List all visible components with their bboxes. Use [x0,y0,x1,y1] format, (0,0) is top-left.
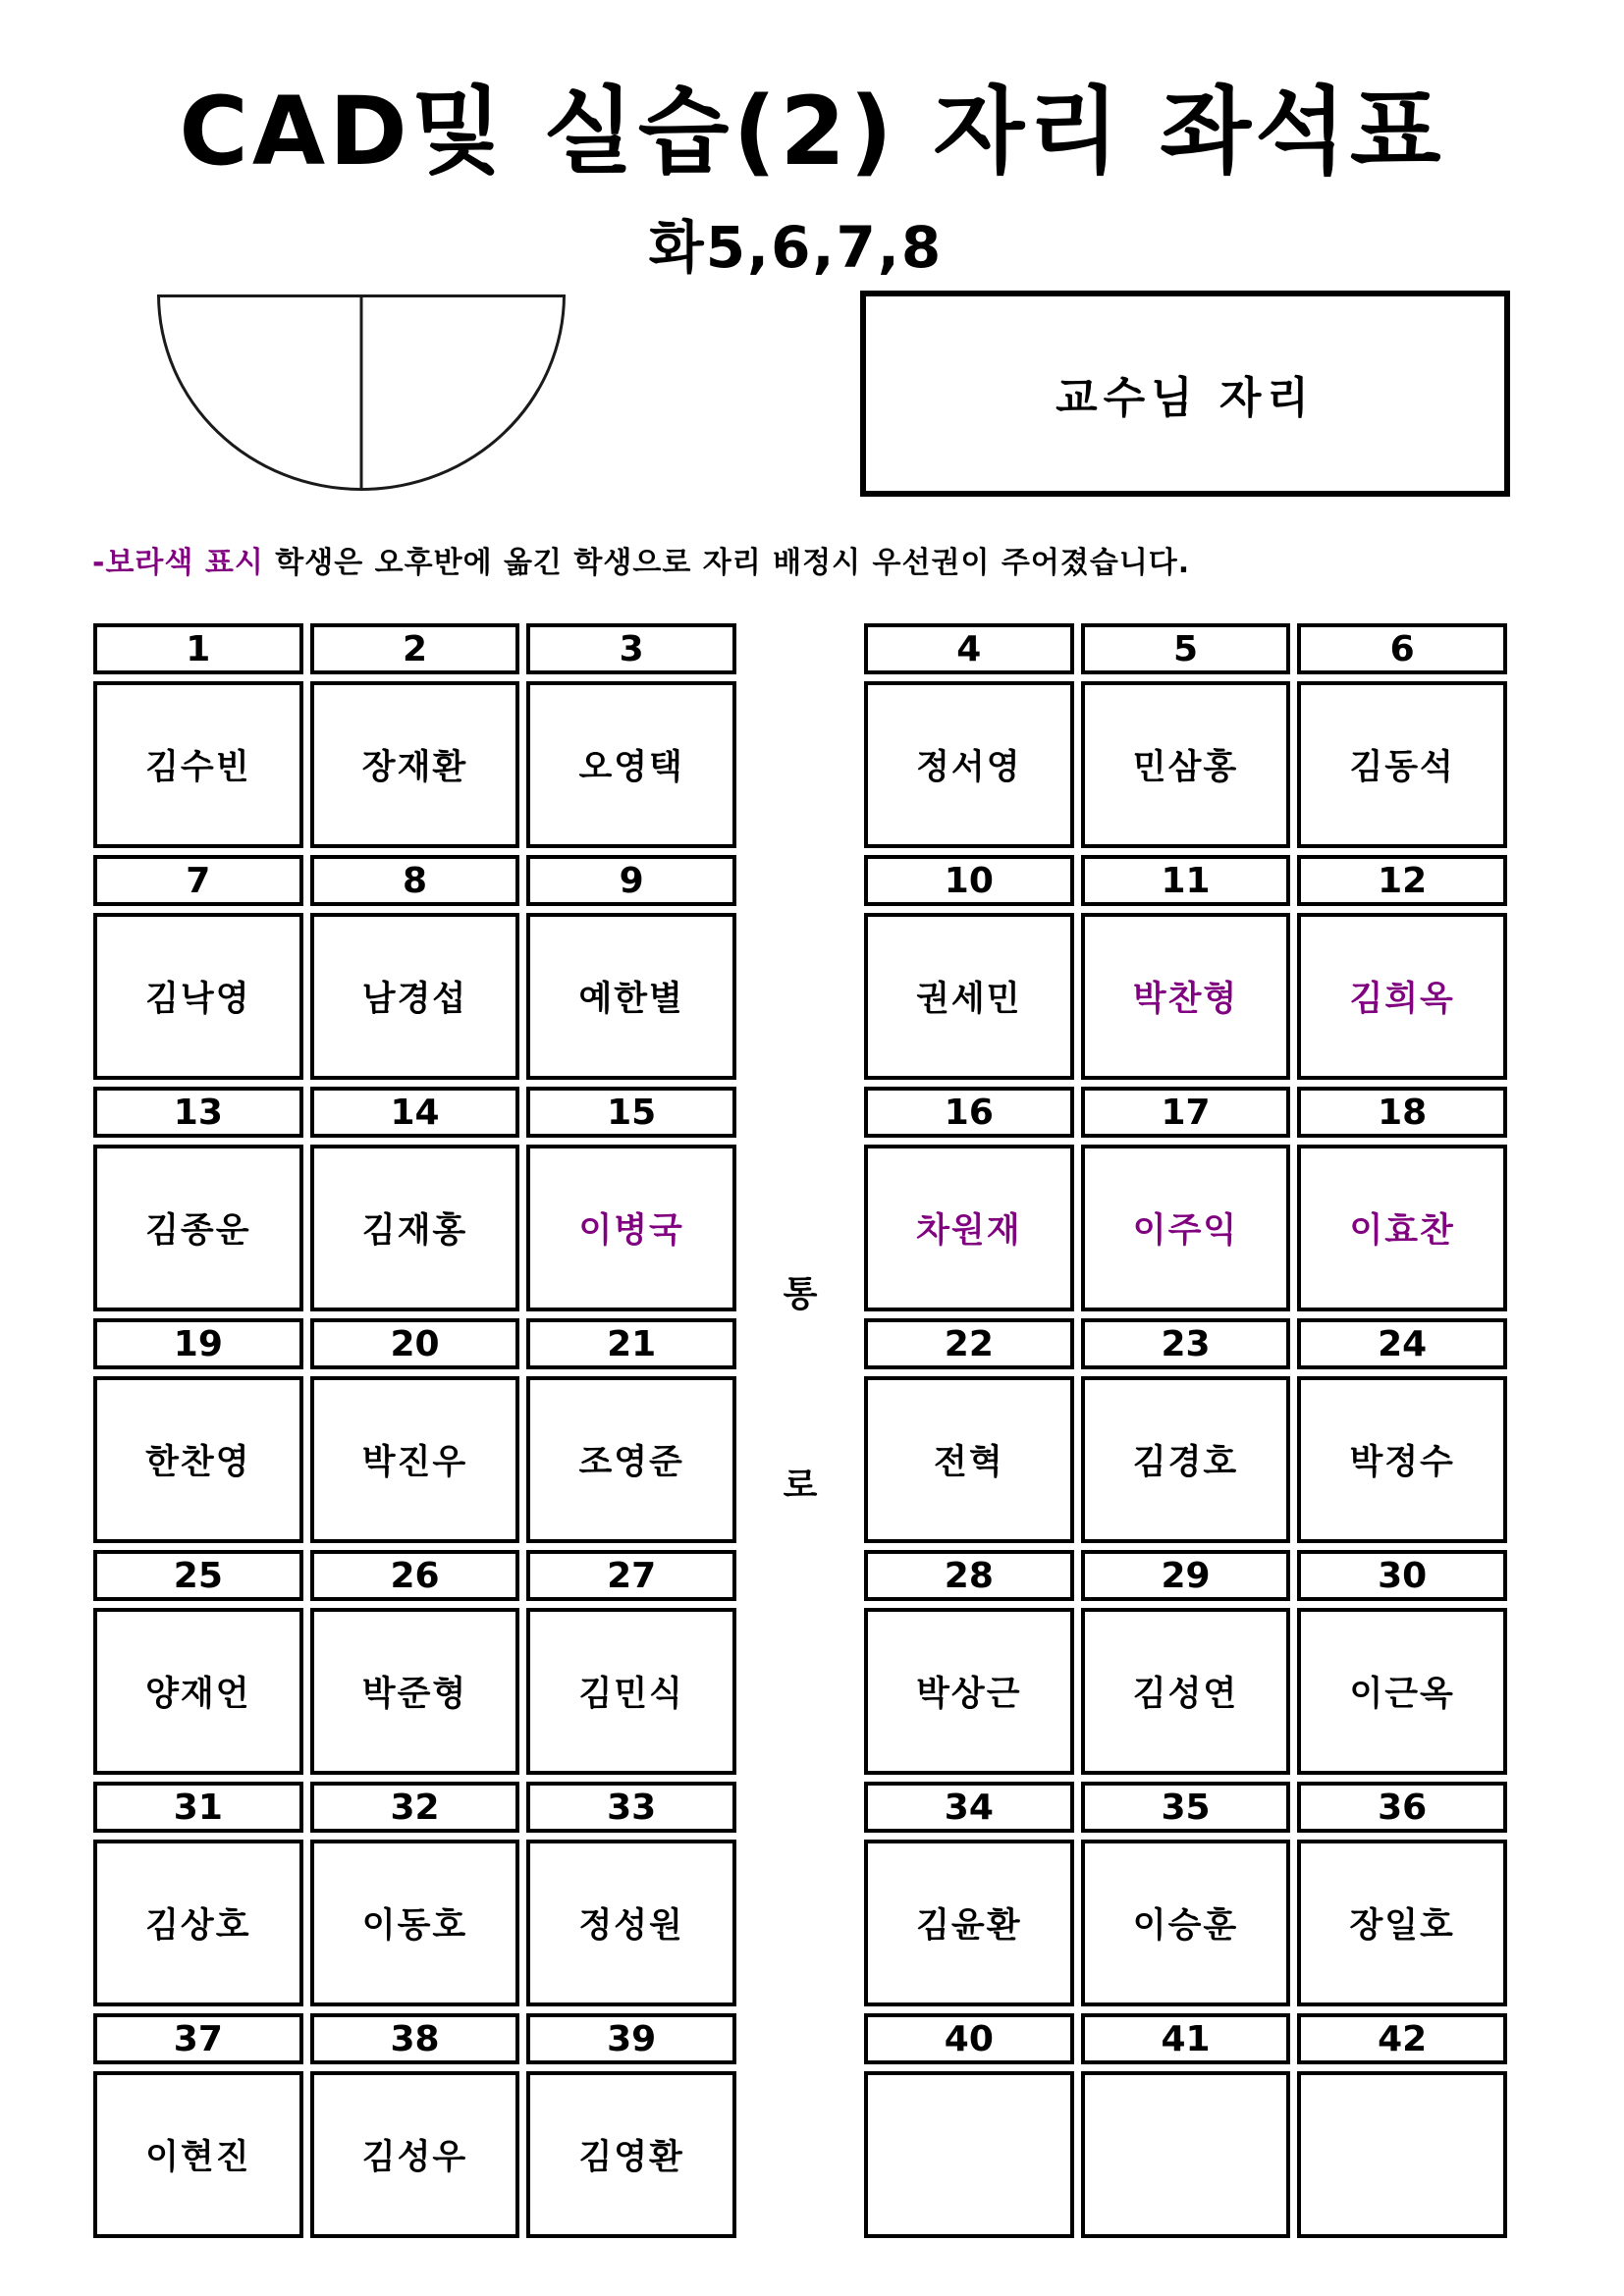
seat-number: 1 [93,623,303,674]
seat-number: 21 [526,1318,736,1369]
seat-number: 39 [526,2013,736,2064]
seat-name: 박준형 [310,1608,520,1775]
seat-number: 14 [310,1087,520,1138]
seat-name [1081,2071,1291,2238]
seat-name: 이승훈 [1081,1840,1291,2006]
seat-name: 김윤환 [864,1840,1074,2006]
seat-name: 전혁 [864,1376,1074,1543]
seat-number: 34 [864,1782,1074,1833]
seat-name: 남경섭 [310,913,520,1080]
seat-name: 오영택 [526,681,736,848]
seat-number: 12 [1297,855,1507,906]
seat-name: 김희옥 [1297,913,1507,1080]
seat-name: 장재환 [310,681,520,848]
seat-name: 박찬형 [1081,913,1291,1080]
seat-name: 차원재 [864,1145,1074,1311]
seat-number: 10 [864,855,1074,906]
podium-divider-line [360,297,363,488]
note-text: 학생은 오후반에 옮긴 학생으로 자리 배정시 우선권이 주어졌습니다. [263,546,1191,580]
aisle-label [736,623,864,2253]
seat-name: 권세민 [864,913,1074,1080]
note-purple-highlight: -보라색 표시 [92,546,264,580]
aisle-char-ro: 로 [783,1466,818,1506]
seat-block-left [93,623,736,2238]
seat-name: 김경호 [1081,1376,1291,1543]
seat-name: 김성우 [310,2071,520,2238]
professor-seat-box [860,291,1510,497]
seat-number: 19 [93,1318,303,1369]
seat-name: 이효찬 [1297,1145,1507,1311]
seat-name: 박정수 [1297,1376,1507,1543]
seat-name: 김종운 [93,1145,303,1311]
seat-name: 한찬영 [93,1376,303,1543]
seat-number: 2 [310,623,520,674]
seat-number: 24 [1297,1318,1507,1369]
seat-name [864,2071,1074,2238]
seat-block-right [864,623,1507,2238]
seat-number: 15 [526,1087,736,1138]
seat-number: 42 [1297,2013,1507,2064]
seat-name: 김성연 [1081,1608,1291,1775]
seat-number: 36 [1297,1782,1507,1833]
seat-name: 김영환 [526,2071,736,2238]
seat-number: 4 [864,623,1074,674]
seat-name: 박진우 [310,1376,520,1543]
seat-name: 예한별 [526,913,736,1080]
seat-number: 23 [1081,1318,1291,1369]
seat-name: 김수빈 [93,681,303,848]
seat-number: 41 [1081,2013,1291,2064]
seat-number: 35 [1081,1782,1291,1833]
seat-name: 김상호 [93,1840,303,2006]
seat-number: 3 [526,623,736,674]
seat-name: 민삼홍 [1081,681,1291,848]
seat-number: 27 [526,1550,736,1601]
aisle-char-tong: 통 [783,1274,818,1314]
seat-number: 16 [864,1087,1074,1138]
seat-number: 7 [93,855,303,906]
seating-grid [93,623,1507,2253]
seat-name: 김민식 [526,1608,736,1775]
seat-number: 32 [310,1782,520,1833]
seat-number: 5 [1081,623,1291,674]
page-title: CAD및 실습(2) 자리 좌석표 [179,77,1445,187]
seat-name: 이동호 [310,1840,520,2006]
seat-number: 25 [93,1550,303,1601]
seat-name: 조영준 [526,1376,736,1543]
seat-number: 38 [310,2013,520,2064]
seat-number: 20 [310,1318,520,1369]
seat-number: 17 [1081,1087,1291,1138]
seat-number: 18 [1297,1087,1507,1138]
seat-number: 31 [93,1782,303,1833]
page-subtitle: 화5,6,7,8 [648,214,944,281]
seat-number: 28 [864,1550,1074,1601]
seat-number: 33 [526,1782,736,1833]
seat-number: 13 [93,1087,303,1138]
seat-name: 이현진 [93,2071,303,2238]
seat-number: 29 [1081,1550,1291,1601]
seat-name: 이병국 [526,1145,736,1311]
seat-number: 37 [93,2013,303,2064]
seat-number: 9 [526,855,736,906]
seat-name: 정서영 [864,681,1074,848]
seat-number: 11 [1081,855,1291,906]
seat-name: 장일호 [1297,1840,1507,2006]
seat-number: 8 [310,855,520,906]
seat-name: 박상근 [864,1608,1074,1775]
professor-seat-label: 교수님 자리 [1056,373,1315,423]
seat-name: 양재언 [93,1608,303,1775]
seat-name: 김동석 [1297,681,1507,848]
seat-name: 김재홍 [310,1145,520,1311]
seat-number: 26 [310,1550,520,1601]
seat-name: 이근옥 [1297,1608,1507,1775]
seat-number: 40 [864,2013,1074,2064]
seat-number: 22 [864,1318,1074,1369]
seat-number: 6 [1297,623,1507,674]
seat-name: 이주익 [1081,1145,1291,1311]
seat-name: 정성원 [526,1840,736,2006]
seat-name [1297,2071,1507,2238]
seat-name: 김낙영 [93,913,303,1080]
podium-shape [157,294,566,491]
seat-number: 30 [1297,1550,1507,1601]
priority-note [92,538,1190,581]
